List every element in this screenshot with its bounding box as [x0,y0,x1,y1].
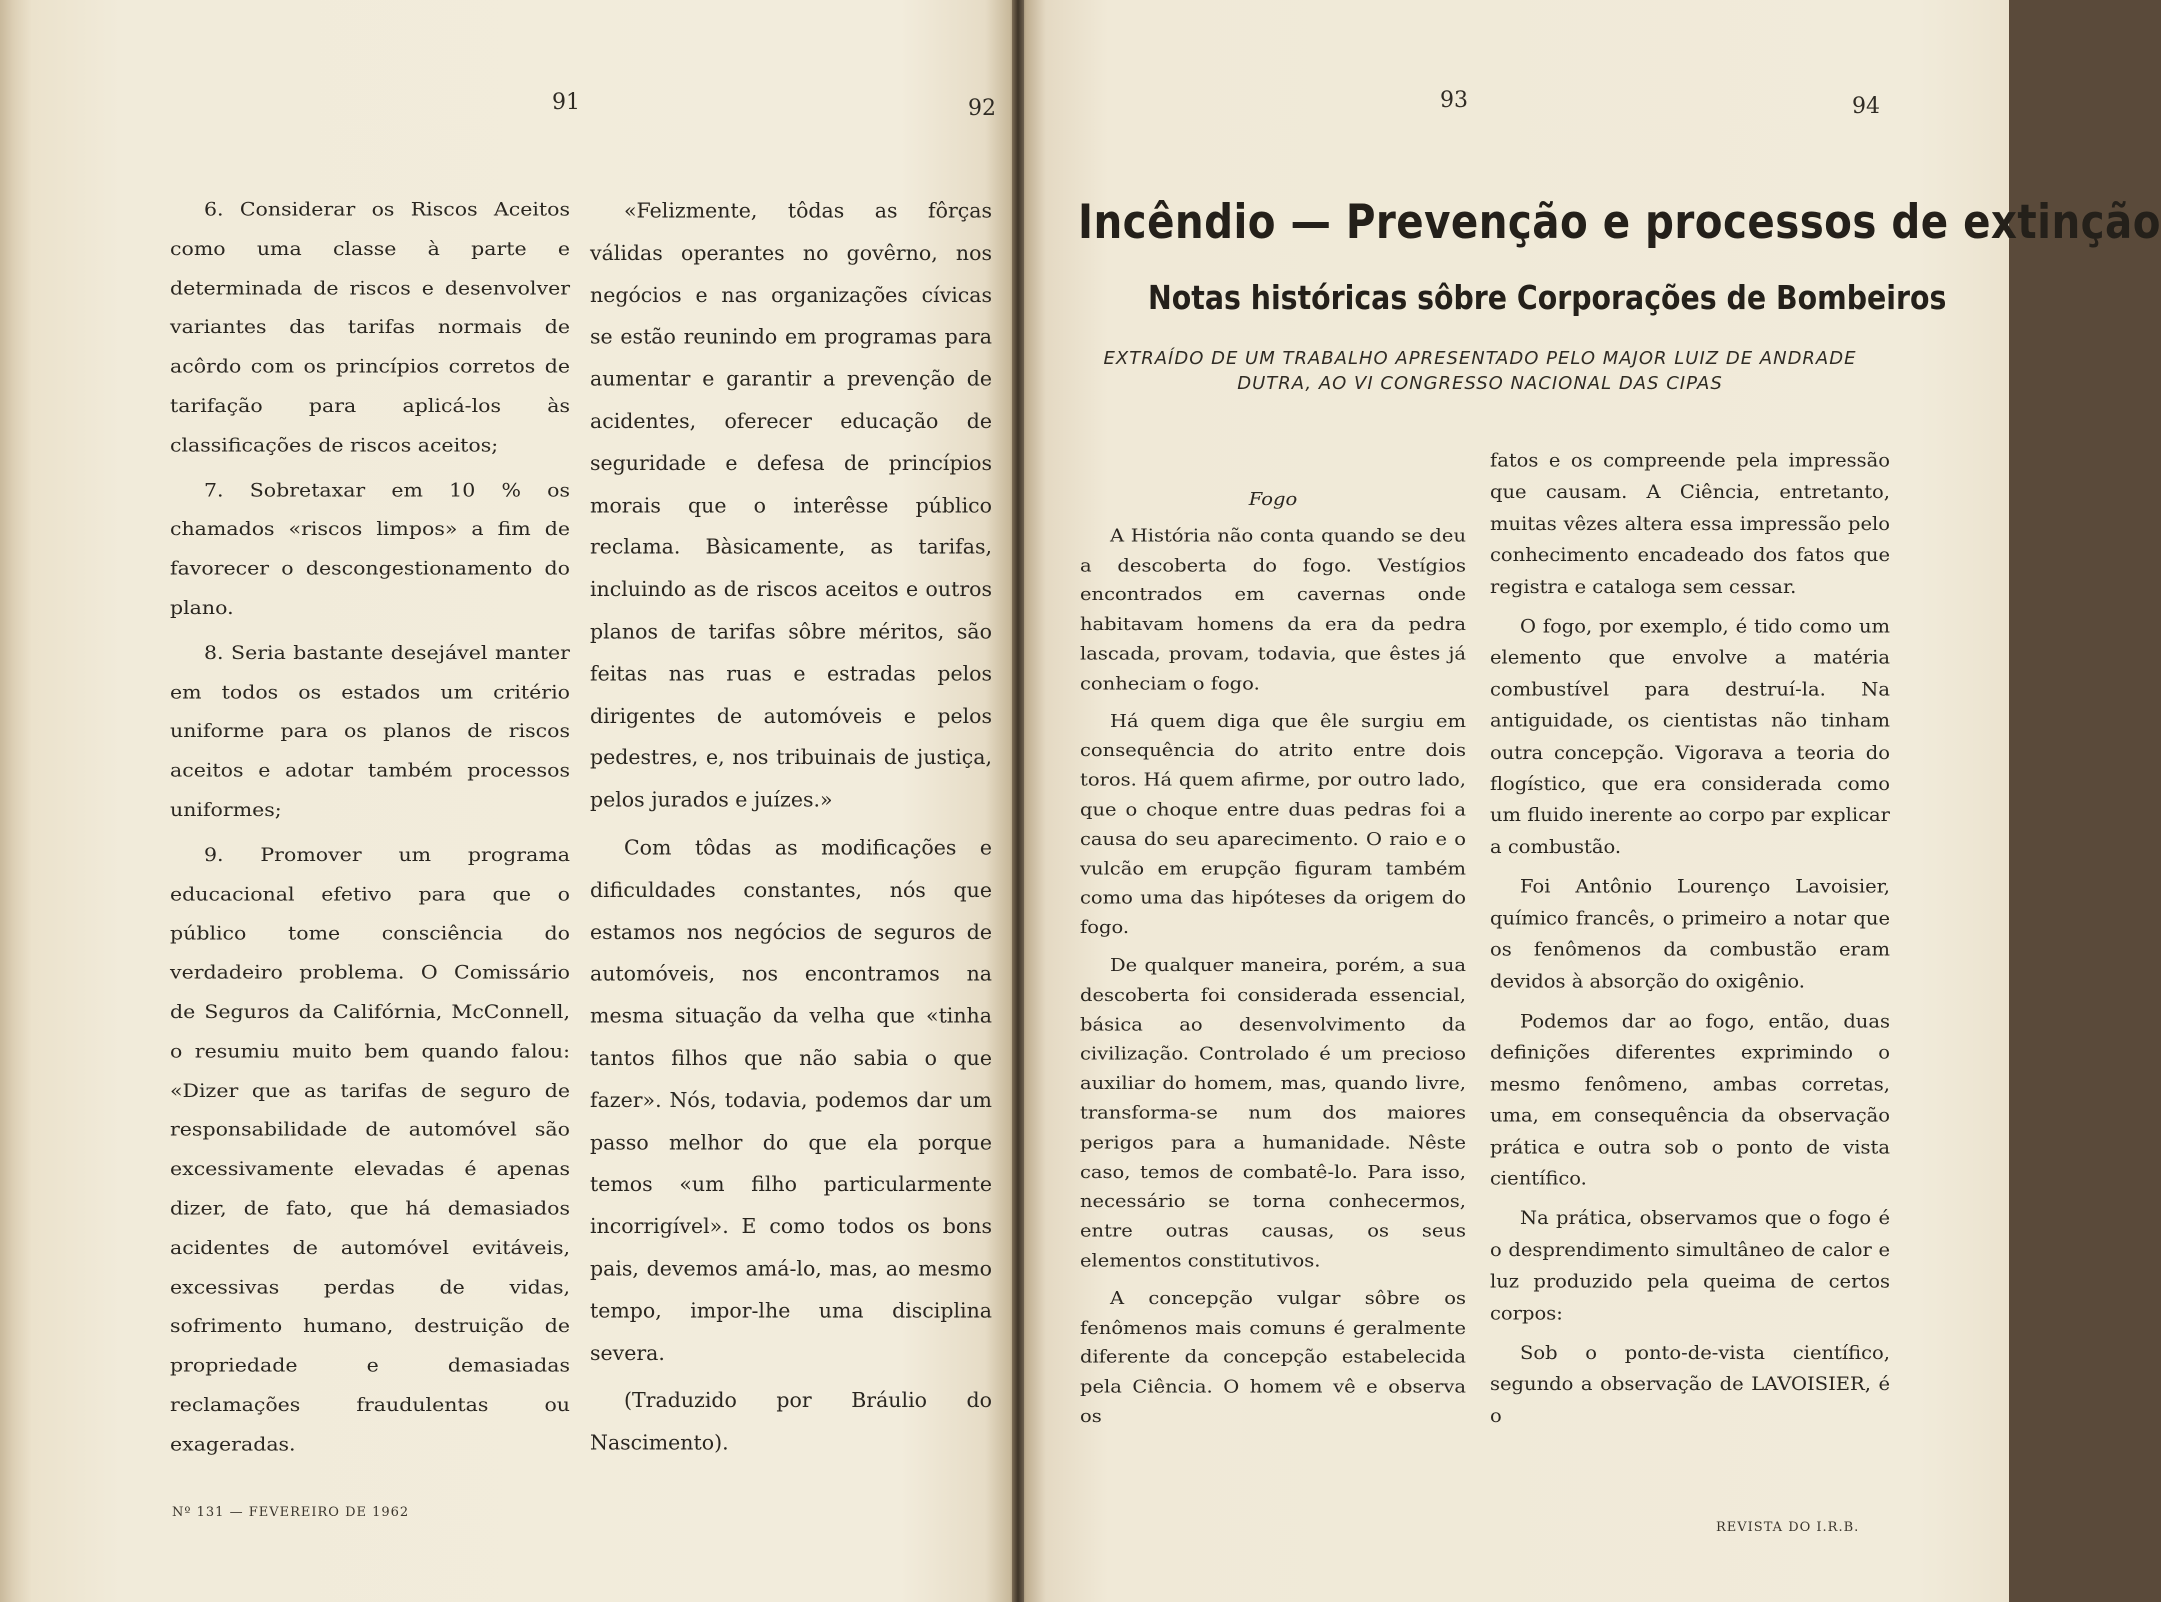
paragraph: A História não conta quando se deu a descoberta do fogo. Vestígios encontrados em cavernas onde habitavam homens da era da pedra lascada, provam, todavia, que êstes já conheciam o fogo. [1080,525,1466,694]
paragraph: Na prática, observamos que o fogo é o desprendimento simultâneo de calor e luz produzido pela queima de certos corpos: [1490,1207,1890,1324]
paragraph: 7. Sobretaxar em 10 % os chamados «riscos limpos» a fim de favorecer o descongestionamento do plano. [170,478,570,619]
article-title: Incêndio — Prevenção e processos de extinção [1078,195,2161,250]
book-gutter [1012,0,1024,1602]
paragraph: 6. Considerar os Riscos Aceitos como uma classe à parte e determinada de riscos e desenvolver variantes das tarifas normais de acôrdo com os princípios corretos de tarifação para aplicá-los às classificações de riscos aceitos; [170,198,570,457]
column-94 [1490,445,1890,1440]
column-92 [590,190,992,1470]
column-93 [1080,485,1466,1440]
column-91 [170,190,570,1470]
section-heading: Fogo [1248,488,1298,510]
page-number-91: 91 [552,90,580,115]
paragraph: O fogo, por exemplo, é tido como um elemento que envolve a matéria combustível para destruí-la. Na antiguidade, os cientistas não tinham outra concepção. Vigorava a teoria do flogístico, que era considerada como um fluido inerente ao corpo par explicar a combustão. [1490,615,1890,858]
paragraph: Há quem diga que êle surgiu em consequência do atrito entre dois toros. Há quem afirme, por outro lado, que o choque entre duas pedras foi a causa do seu aparecimento. O raio e o vulcão em erupção figuram também como uma das hipóteses da origem do fogo. [1080,710,1466,938]
paragraph: De qualquer maneira, porém, a sua descoberta foi considerada essencial, básica ao desenvolvimento da civilização. Controlado é um precioso auxiliar do homem, mas, quando livre, transforma-se num dos maiores perigos para a humanidade. Nêste caso, temos de combatê-lo. Para isso, necessário se torna conhecermos, entre outras causas, os seus elementos constitutivos. [1080,954,1466,1271]
paragraph: «Felizmente, tôdas as fôrças válidas operantes no govêrno, nos negócios e nas organizações cívicas se estão reunindo em programas para aumentar e garantir a prevenção de acidentes, oferecer educação de seguridade e defesa de princípios morais que o interêsse público reclama. Bàsicamente, as tarifas, incluindo as de riscos aceitos e outros planos de tarifas sôbre méritos, são feitas nas ruas e estradas pelos dirigentes de automóveis e pelos pedestres, e, nos tribuinais de justiça, pelos jurados e juízes.» [590,198,992,812]
paragraph: fatos e os compreende pela impressão que causam. A Ciência, entretanto, muitas vêzes altera essa impressão pelo conhecimento encadeado dos fatos que registra e cataloga sem cessar. [1490,449,1890,598]
paragraph: Podemos dar ao fogo, então, duas definições diferentes exprimindo o mesmo fenômeno, ambas corretas, uma, em consequência da observação prática e outra sob o ponto de vista científico. [1490,1010,1890,1190]
page-number-92: 92 [968,96,996,121]
paragraph: 8. Seria bastante desejável manter em todos os estados um critério uniforme para os planos de riscos aceitos e adotar também processos uniformes; [170,641,570,821]
paragraph: 9. Promover um programa educacional efetivo para que o público tome consciência do verdadeiro problema. O Comissário de Seguros da Califórnia, McConnell, o resumiu muito bem quando falou: «Dizer que as tarifas de seguro de responsabilidade de automóvel são excessivamente elevadas é apenas dizer, de fato, que há demasiados acidentes de automóvel evitáveis, excessivas perdas de vidas, sofrimento humano, destruição de propriedade e demasiadas reclamações fraudulentas ou exageradas. [170,843,570,1456]
article-subtitle: Notas históricas sôbre Corporações de Bombeiros [1148,278,1947,317]
page-number-93: 93 [1440,88,1468,113]
left-page [0,0,1018,1602]
paragraph: A concepção vulgar sôbre os fenômenos mais comuns é geralmente diferente da concepção estabelecida pela Ciência. O homem vê e observa os [1080,1287,1466,1427]
paragraph: Sob o ponto-de-vista científico, segundo a observação de LAVOISIER, é o [1490,1341,1890,1427]
article-extract-note: EXTRAÍDO DE UM TRABALHO APRESENTADO PELO MAJOR LUIZ DE ANDRADE DUTRA, AO VI CONGRESSO NACIONAL DAS CIPAS [1103,348,1857,394]
paragraph: (Traduzido por Bráulio do Nascimento). [590,1388,992,1455]
paragraph: Com tôdas as modificações e dificuldades constantes, nós que estamos nos negócios de seguros de automóveis, nos encontramos na mesma situação da velha que «tinha tantos filhos que não sabia o que fazer». Nós, todavia, podemos dar um passo melhor do que ela porque temos «um filho particularmente incorrigível». E como todos os bons pais, devemos amá-lo, mas, ao mesmo tempo, impor-lhe uma disciplina severa. [590,835,992,1365]
footer-journal: REVISTA DO I.R.B. [1716,1520,1860,1535]
footer-issue: Nº 131 — FEVEREIRO DE 1962 [172,1505,410,1520]
page-number-94: 94 [1852,94,1880,119]
paragraph: Foi Antônio Lourenço Lavoisier, químico francês, o primeiro a notar que os fenômenos da combustão eram devidos à absorção do oxigênio. [1490,875,1890,992]
